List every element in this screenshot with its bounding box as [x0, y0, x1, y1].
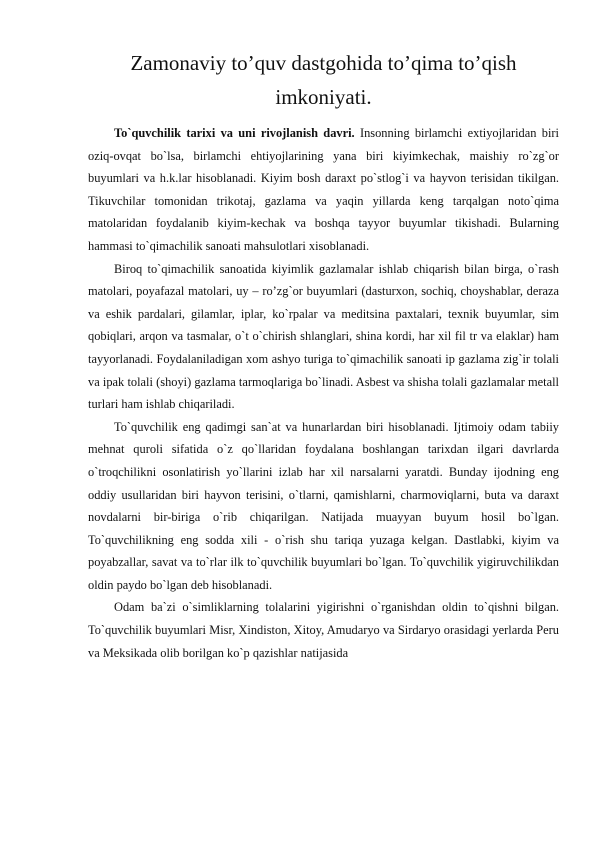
paragraph-1 — [88, 122, 559, 258]
paragraph-4-text: Odam ba`zi o`simliklarning tolalarini yigirishni o`rganishdan oldin to`qishni bilgan. To`quvchilik buyumlari Misr, Xindiston, Xitoy, Amudaryo va Sirdaryo orasidagi yerlarda Peru va Meksikada olib borilgan ko`p qazishlar natijasida — [88, 600, 559, 660]
section-heading: To`quvchilik tarixi va uni rivojlanish davri. — [114, 126, 355, 140]
paragraph-2 — [88, 258, 559, 416]
paragraph-1-text: Insonning birlamchi extiyojlaridan biri oziq-ovqat bo`lsa, birlamchi ehtiyojlarining yana biri kiyimkechak, maishiy ro`zg`or buyumlari va h.k.lar hisoblanadi. Kiyim bosh daraxt po`stlog`i va hayvon terisidan tikilgan. Tikuvchilar tomonidan trikotaj, gazlama va yaqin yillarda keng tarqalgan noto`qima matolaridan foydalanib kiyim-kechak va boshqa tayyor buyumlar tikishadi. Bularning hammasi to`qimachilik sanoati mahsulotlari xisoblanadi. — [88, 126, 559, 253]
page-title: Zamonaviy to’quv dastgohida to’qima to’qish imkoniyati. — [130, 51, 517, 109]
document-page — [88, 40, 559, 664]
paragraph-3-text: To`quvchilik eng qadimgi san`at va hunarlardan biri hisoblanadi. Ijtimoiy odam tabiiy mehnat quroli sifatida o`z qo`llaridan foydalana boshlangan tarixdan ilgari davrlarda o`troqchilikni osonlatirish yo`llarini izlab har xil narsalarni yaratdi. Bunday ijodning eng oddiy usullaridan biri hayvon terisini, o`tlarni, qamishlarni, charmoviqlarni, buta va daraxt novdalarni bir-biriga o`rib chiqarilgan. Natijada muayyan buyum hosil bo`lgan. To`quvchilikning eng sodda xili - o`rish shu tariqa yuzaga kelgan. Dastlabki, kiyim va poyabzallar, savat va to`rlar ilk to`quvchilik buyumlari bo`lgan. To`quvchilik yigiruvchilikdan oldin paydo bo`lgan deb hisoblanadi. — [88, 419, 559, 592]
paragraph-4 — [88, 596, 559, 664]
paragraph-3 — [88, 416, 559, 597]
paragraph-2-text: Biroq to`qimachilik sanoatida kiyimlik gazlamalar ishlab chiqarish bilan birga, o`rash matolari, poyafazal matolari, uy – ro’zg`or buyumlari (dasturxon, sochiq, choyshablar, deraza va eshik pardalari, gilamlar, iplar, ko`rpalar va meditsina paxtalari, texnik buyumlar, sim qobiqlari, arqon va tasmalar, o`t o`chirish shlanglari, shina kordi, har xil fil tr va elaklar) ham tayyorlanadi. Foydalaniladigan xom ashyo turiga to`qimachilik sanoati ip gazlama zig`ir tolali va ipak tolali (shoyi) gazlama tarmoqlariga bo`linadi. Asbest va shisha tolali gazlamalar metall turlari ham ishlab chiqariladi. — [88, 261, 559, 412]
